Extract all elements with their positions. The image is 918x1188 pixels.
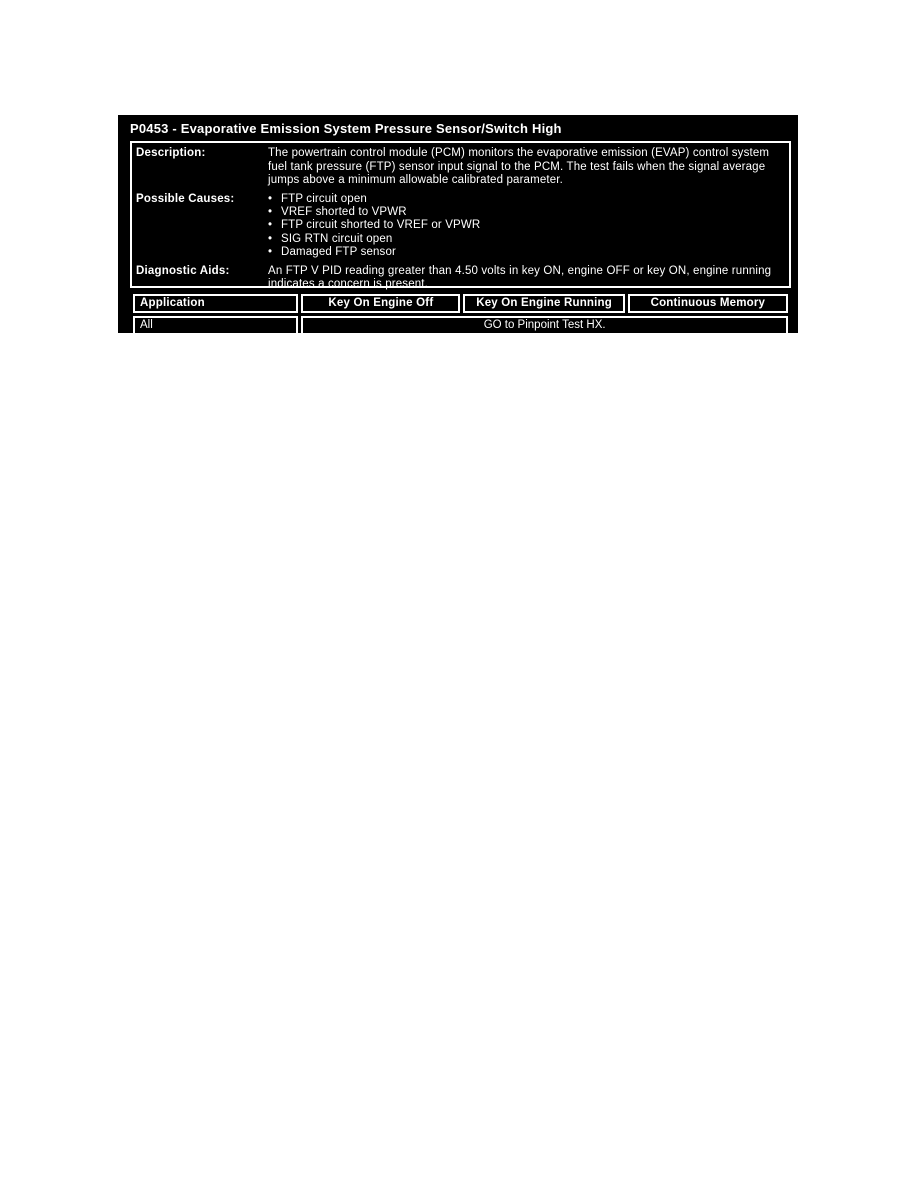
cause-text: Damaged FTP sensor bbox=[281, 246, 396, 259]
cause-item bbox=[268, 219, 783, 232]
dtc-info-panel bbox=[118, 115, 798, 333]
dtc-title: P0453 - Evaporative Emission System Pressure Sensor/Switch High bbox=[130, 121, 562, 136]
application-value-cell: All bbox=[133, 316, 298, 335]
header-continuous-memory: Continuous Memory bbox=[628, 294, 788, 313]
cause-text: SIG RTN circuit open bbox=[281, 232, 393, 245]
description-text: The powertrain control module (PCM) monitors the evaporative emission (EVAP) control system fuel tank pressure (FTP) sensor input signal to the PCM. The test fails when the signal average jumps above a minimum allowable calibrated parameter. bbox=[268, 147, 770, 186]
diagnostic-aids-text: An FTP V PID reading greater than 4.50 volts in key ON, engine OFF or key ON, engine running indicates a concern is present. bbox=[268, 264, 772, 291]
bullet-icon: • bbox=[268, 246, 273, 259]
header-key-on-engine-running: Key On Engine Running bbox=[463, 294, 624, 313]
header-application: Application bbox=[133, 294, 298, 313]
description-row bbox=[136, 147, 783, 188]
application-table-data-row bbox=[133, 316, 788, 335]
possible-causes-list bbox=[268, 193, 783, 260]
cause-item bbox=[268, 233, 783, 246]
bullet-icon: • bbox=[268, 219, 273, 232]
bullet-icon: • bbox=[268, 205, 273, 218]
cause-item bbox=[268, 193, 783, 206]
cause-text: FTP circuit open bbox=[281, 192, 367, 205]
bullet-icon: • bbox=[268, 232, 273, 245]
possible-causes-label: Possible Causes: bbox=[136, 192, 235, 205]
header-key-on-engine-off: Key On Engine Off bbox=[301, 294, 460, 313]
cause-text: FTP circuit shorted to VREF or VPWR bbox=[281, 219, 481, 232]
description-label: Description: bbox=[136, 147, 206, 159]
application-table bbox=[130, 291, 791, 338]
cause-text: VREF shorted to VPWR bbox=[281, 205, 407, 218]
bullet-icon: • bbox=[268, 192, 273, 205]
application-table-header-row bbox=[133, 294, 788, 313]
diagnostic-aids-row bbox=[136, 265, 783, 292]
cause-item bbox=[268, 206, 783, 219]
test-result-cell: GO to Pinpoint Test HX. bbox=[301, 316, 788, 335]
dtc-details-box bbox=[130, 141, 791, 291]
possible-causes-row bbox=[136, 193, 783, 260]
cause-item bbox=[268, 246, 783, 259]
diagnostic-aids-label: Diagnostic Aids: bbox=[136, 264, 230, 277]
